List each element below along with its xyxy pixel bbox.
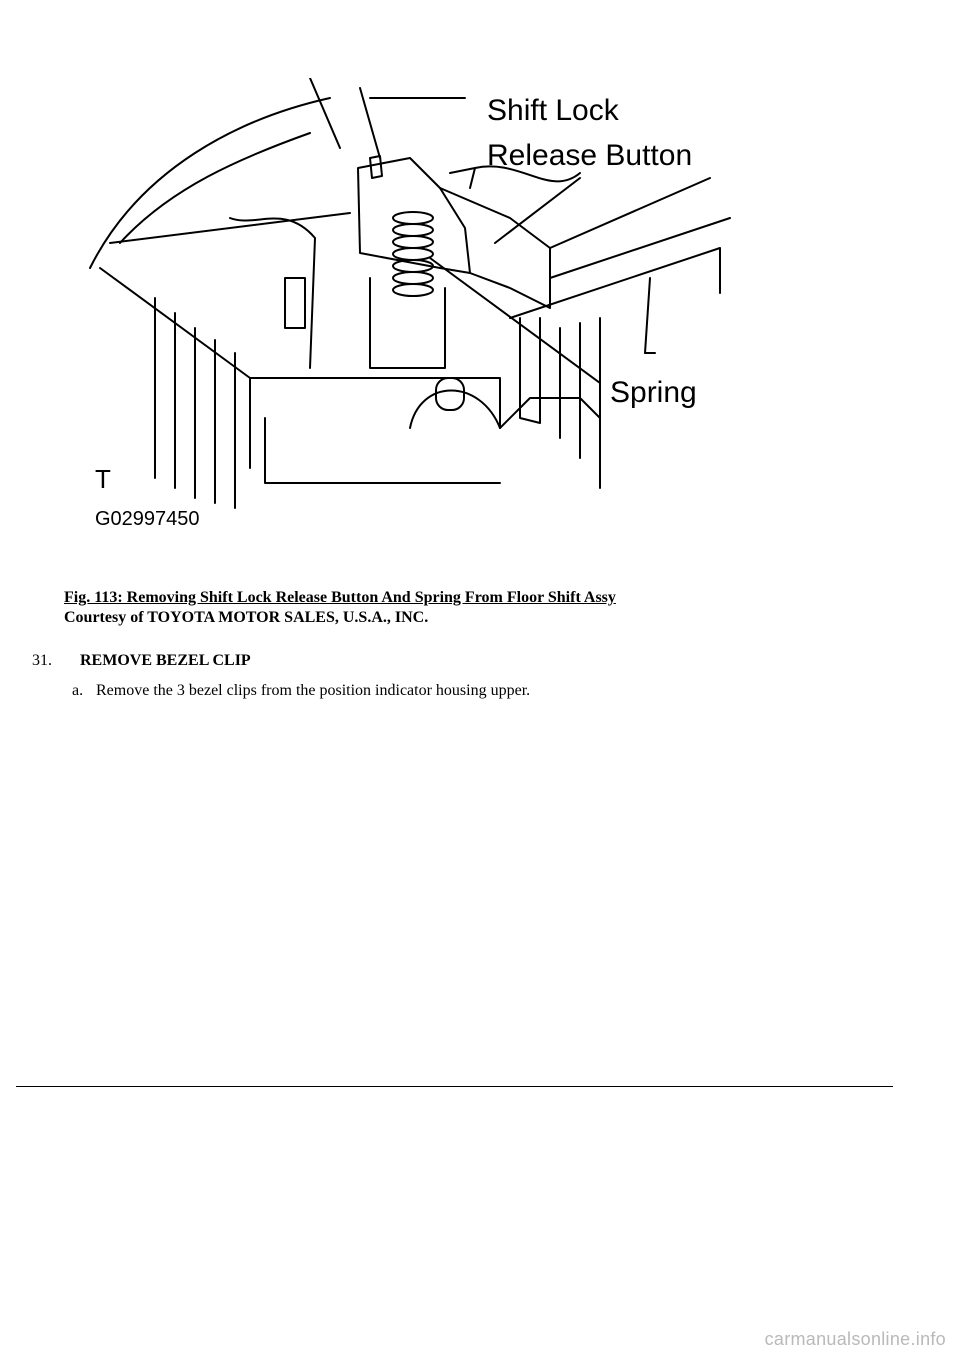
substep-letter: a.: [72, 682, 84, 699]
callout-release-button: Release Button: [487, 139, 693, 172]
housing-line: [310, 78, 340, 148]
bezel-outline: [90, 98, 330, 268]
shift-lock-diagram: [80, 78, 740, 533]
figure-caption: [64, 588, 616, 628]
right-arm: [440, 188, 550, 308]
right-rail: [550, 218, 730, 278]
step-heading: REMOVE BEZEL CLIP: [80, 652, 251, 669]
corner-mark: T: [95, 464, 111, 494]
leader-button: [450, 168, 475, 188]
tab: [285, 278, 305, 328]
housing-body: [230, 218, 315, 368]
figure-credit: Courtesy of TOYOTA MOTOR SALES, U.S.A., INC.: [64, 609, 429, 626]
substep-text: Remove the 3 bezel clips from the position indicator housing upper.: [96, 682, 531, 699]
leader-button: [495, 178, 580, 243]
callout-shift-lock: Shift Lock: [487, 94, 619, 127]
clip: [645, 278, 650, 353]
page-divider: [16, 1086, 893, 1087]
spring-coil: [393, 212, 433, 224]
right-rail: [550, 178, 710, 248]
right-support: [520, 318, 540, 423]
procedure-substep: [72, 681, 530, 701]
spring-coil: [393, 236, 433, 248]
release-button: [358, 158, 470, 273]
inner-housing: [370, 278, 445, 368]
spring-coil: [393, 224, 433, 236]
figure-title: Fig. 113: Removing Shift Lock Release Button And Spring From Floor Shift Assy: [64, 589, 616, 606]
button-cap: [370, 156, 382, 178]
figure-code: G02997450: [95, 508, 200, 530]
spring-coil: [393, 284, 433, 296]
spring-coil: [393, 248, 433, 260]
spring-coil: [393, 272, 433, 284]
inner-housing: [265, 418, 500, 483]
floor-plate: [500, 398, 600, 488]
procedure-step: [32, 651, 251, 671]
post: [436, 378, 464, 410]
figure-illustration: [80, 78, 740, 533]
watermark: carmanualsonline.info: [764, 1329, 946, 1349]
right-rail: [510, 248, 720, 318]
callout-spring: Spring: [610, 376, 697, 409]
leader-spring: [430, 258, 600, 383]
step-number: 31.: [32, 652, 52, 669]
